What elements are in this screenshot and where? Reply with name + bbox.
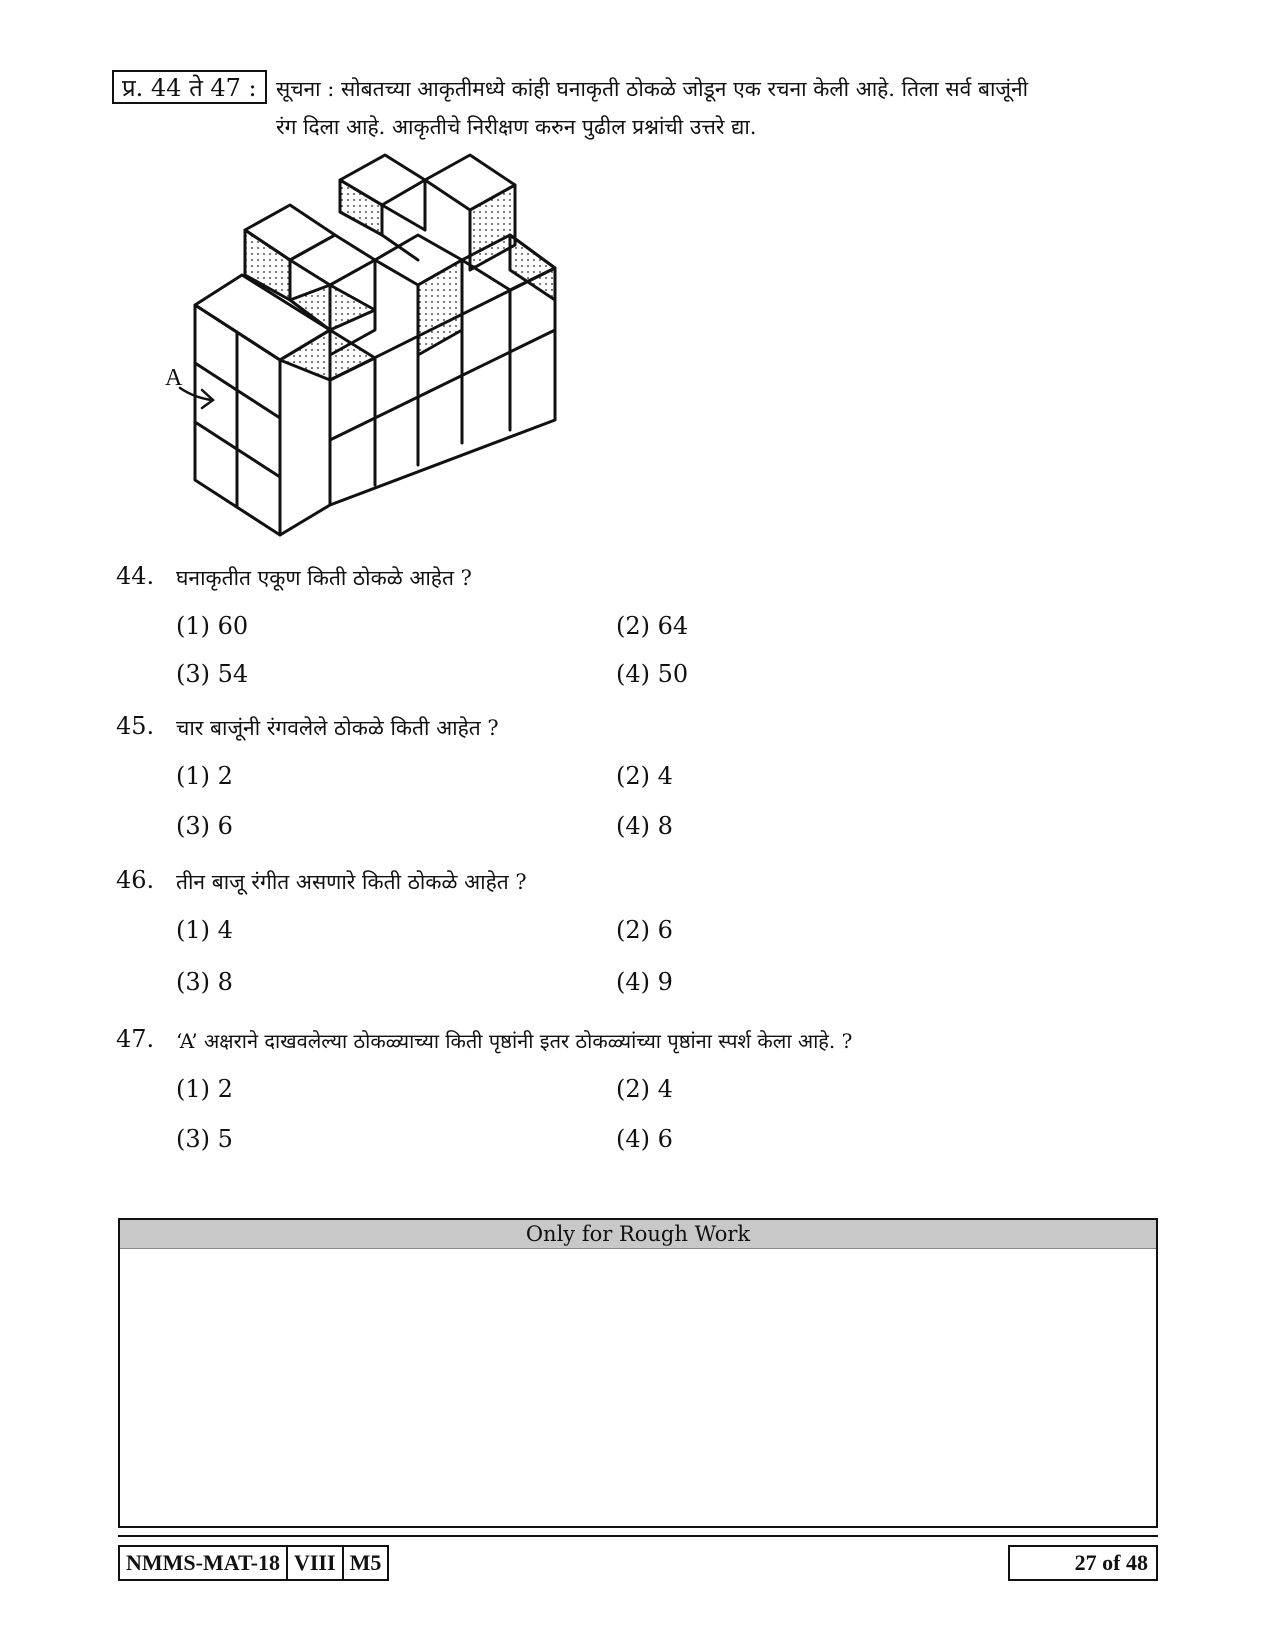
footer-codes (118, 1545, 389, 1581)
marker-label-a: A (165, 365, 183, 391)
option-45-1: (1) 2 (176, 762, 233, 790)
option-44-1: (1) 60 (176, 612, 249, 640)
footer-page-number: 27 of 48 (1008, 1545, 1158, 1581)
question-text-44: घनाकृतीत एकूण किती ठोकळे आहेत ? (176, 566, 472, 590)
option-47-4: (4) 6 (616, 1125, 673, 1153)
question-number-45: 45. (116, 712, 155, 740)
question-range-label: प्र. 44 ते 47 : (112, 70, 267, 104)
option-47-2: (2) 4 (616, 1075, 673, 1103)
question-text-45: चार बाजूंनी रंगवलेले ठोकळे किती आहेत ? (176, 716, 499, 740)
question-text-47: ‘A’ अक्षराने दाखवलेल्या ठोकळ्याच्या किती पृष्ठांनी इतर ठोकळ्यांच्या पृष्ठांना स्पर्श केला आहे. ? (176, 1029, 853, 1053)
option-46-4: (4) 9 (616, 968, 673, 996)
option-47-3: (3) 5 (176, 1125, 233, 1153)
instruction-line-1: सूचना : सोबतच्या आकृतीमध्ये कांही घनाकृती ठोकळे जोडून एक रचना केली आहे. तिला सर्व बाजूंनी (276, 77, 1029, 101)
option-46-1: (1) 4 (176, 916, 233, 944)
footer-divider (118, 1535, 1158, 1537)
option-45-3: (3) 6 (176, 812, 233, 840)
option-44-4: (4) 50 (616, 660, 689, 688)
option-46-3: (3) 8 (176, 968, 233, 996)
instruction-line-2: रंग दिला आहे. आकृतीचे निरीक्षण करुन पुढील प्रश्नांची उत्तरे द्या. (276, 115, 757, 139)
option-47-1: (1) 2 (176, 1075, 233, 1103)
footer-set: M5 (342, 1547, 388, 1579)
footer-class: VIII (286, 1547, 342, 1579)
question-text-46: तीन बाजू रंगीत असणारे किती ठोकळे आहेत ? (176, 870, 527, 894)
instructions (276, 70, 1166, 146)
question-number-46: 46. (116, 866, 155, 894)
footer-paper-code: NMMS-MAT-18 (126, 1550, 280, 1575)
cube-arrangement-figure (160, 150, 600, 570)
rough-work-title: Only for Rough Work (120, 1220, 1156, 1249)
option-45-4: (4) 8 (616, 812, 673, 840)
option-44-2: (2) 64 (616, 612, 689, 640)
question-number-44: 44. (116, 562, 155, 590)
option-46-2: (2) 6 (616, 916, 673, 944)
option-45-2: (2) 4 (616, 762, 673, 790)
option-44-3: (3) 54 (176, 660, 249, 688)
rough-work-box (118, 1218, 1158, 1528)
question-number-47: 47. (116, 1025, 155, 1053)
